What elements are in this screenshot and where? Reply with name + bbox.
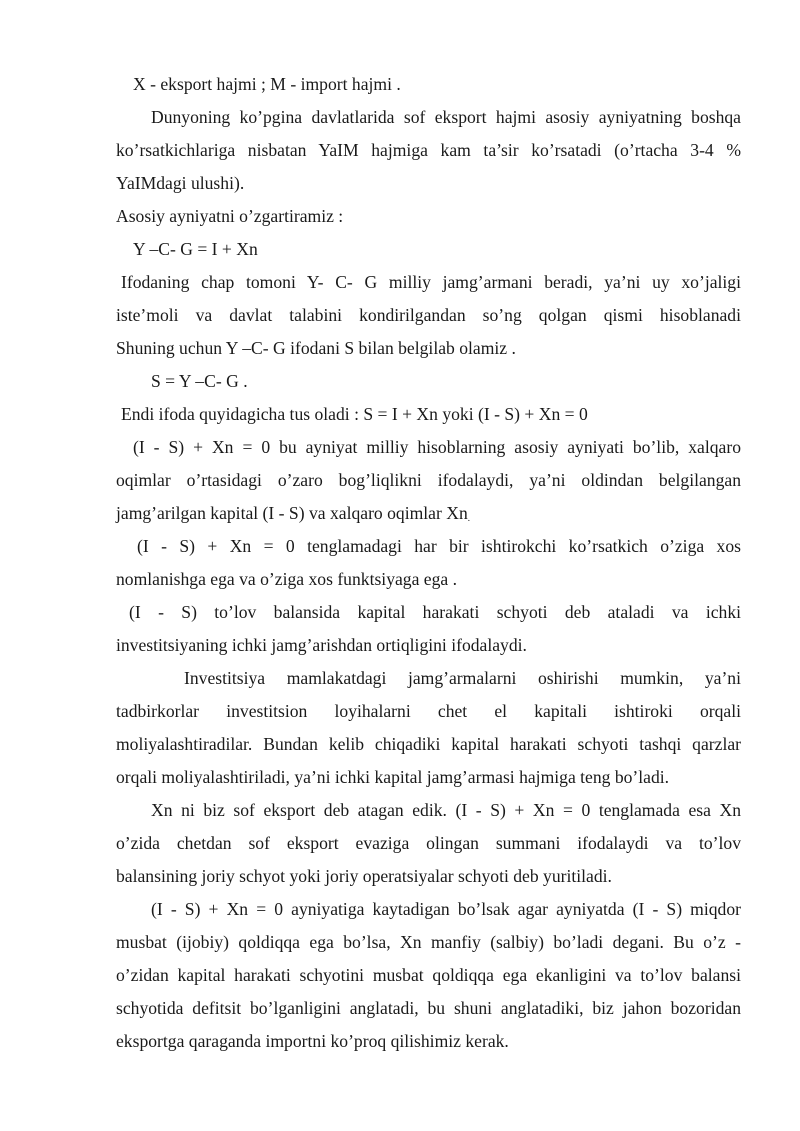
text-line: oqimlar o’rtasidagi o’zaro bog’liqlikni ifodalaydi, ya’ni oldindan belgilangan [116, 470, 741, 490]
text-line [116, 502, 470, 524]
text-line: Ifodaning chap tomoni Y- C- G milliy jamg’armani beradi, ya’ni uy xo’jaligi [121, 272, 741, 292]
text-line: tadbirkorlar investitsion loyihalarni chet el kapitali ishtiroki orqali [116, 701, 741, 721]
formula-line: S = Y –C- G . [151, 371, 248, 391]
text-line: Investitsiya mamlakatdagi jamg’armalarni oshirishi mumkin, ya’ni [184, 668, 741, 688]
text-line: moliyalashtiradilar. Bundan kelib chiqadiki kapital harakati schyoti tashqi qarzlar [116, 734, 741, 754]
text-line: ko’rsatkichlariga nisbatan YaIM hajmiga kam ta’sir ko’rsatadi (o’rtacha 3-4 % [116, 140, 741, 160]
text-line: (I - S) + Xn = 0 bu ayniyat milliy hisoblarning asosiy ayniyati bo’lib, xalqaro [133, 437, 741, 457]
text-line: eksportga qaraganda importni ko’proq qilishimiz kerak. [116, 1031, 509, 1051]
text-line: Xn ni biz sof eksport deb atagan edik. (I - S) + Xn = 0 tenglamada esa Xn [151, 800, 741, 820]
formula-line: Y –C- G = I + Xn [133, 239, 258, 259]
text-line: balansining joriy schyot yoki joriy operatsiyalar schyoti deb yuritiladi. [116, 866, 612, 886]
text-line: (I - S) to’lov balansida kapital harakati schyoti deb ataladi va ichki [129, 602, 741, 622]
text-line: Endi ifoda quyidagicha tus oladi : S = I + Xn yoki (I - S) + Xn = 0 [121, 404, 588, 424]
trailing-mark: . [467, 513, 471, 523]
text-line: YaIMdagi ulushi). [116, 173, 245, 193]
text-line: Dunyoning ko’pgina davlatlarida sof eksport hajmi asosiy ayniyatning boshqa [151, 107, 741, 127]
text-line: investitsiyaning ichki jamg’arishdan ortiqligini ifodalaydi. [116, 635, 527, 655]
text-line: (I - S) + Xn = 0 tenglamadagi har bir ishtirokchi ko’rsatkich o’ziga xos [137, 536, 741, 556]
text-line: o’zidan kapital harakati schyotini musbat qoldiqqa ega ekanligini va to’lov balansi [116, 965, 741, 985]
text-line: musbat (ijobiy) qoldiqqa ega bo’lsa, Xn manfiy (salbiy) bo’ladi degani. Bu o’z - [116, 932, 741, 952]
text-line: Shuning uchun Y –C- G ifodani S bilan belgilab olamiz . [116, 338, 516, 358]
text-line: (I - S) + Xn = 0 ayniyatiga kaytadigan bo’lsak agar ayniyatda (I - S) miqdor [151, 899, 741, 919]
text-line-content: jamg’arilgan kapital (I - S) va xalqaro oqimlar Xn [116, 503, 468, 523]
text-line: orqali moliyalashtiriladi, ya’ni ichki kapital jamg’armasi hajmiga teng bo’ladi. [116, 767, 670, 787]
text-line: schyotida defitsit bo’lganligini anglatadi, bu shuni anglatadiki, biz jahon bozoridan [116, 998, 741, 1018]
text-line: Asosiy ayniyatni o’zgartiramiz : [116, 206, 344, 226]
text-line: X - eksport hajmi ; M - import hajmi . [133, 74, 401, 94]
text-line: o’zida chetdan sof eksport evaziga olingan summani ifodalaydi va to’lov [116, 833, 741, 853]
text-line: iste’moli va davlat talabini kondirilgandan so’ng qolgan qismi hisoblanadi [116, 305, 741, 325]
text-line: nomlanishga ega va o’ziga xos funktsiyaga ega . [116, 569, 458, 589]
